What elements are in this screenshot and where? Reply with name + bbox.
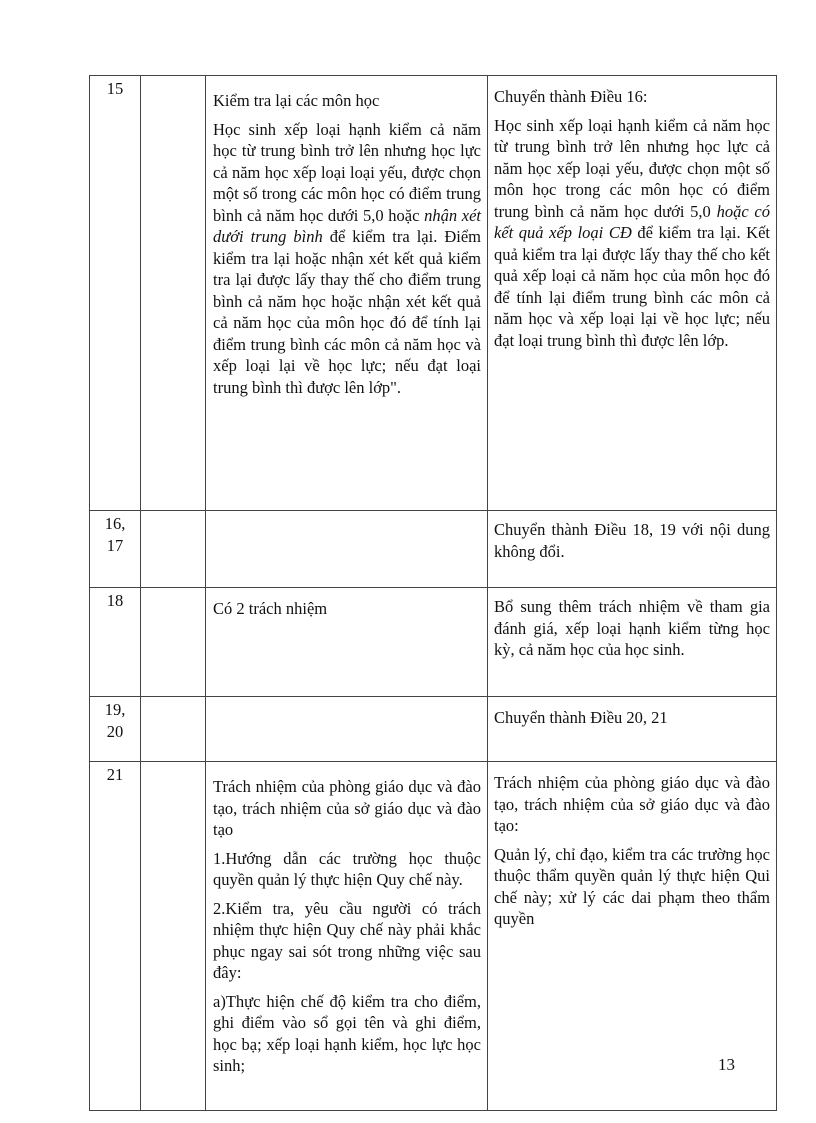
old-title: Kiểm tra lại các môn học: [213, 91, 380, 110]
empty-cell: [141, 511, 206, 588]
new-paragraph: Học sinh xếp loại hạnh kiểm cả năm học từ trung bình trở lên nhưng học lực cả năm học xếp loại yếu, được chọn một số môn học trong các môn học có điểm trung bình cả năm học dưới 5,0 hoặc có kết quả xếp loại CĐ để kiểm tra lại. Kết quả kiểm tra lại được lấy thay thế cho kết quả xếp loại cả năm học của môn học đó để tính lại điểm trung bình các môn cả năm học và xếp loại lại về học lực; nếu đạt loại trung bình thì được lên lớp.: [494, 115, 770, 350]
empty-cell: [141, 762, 206, 1111]
old-content-cell: [206, 697, 488, 762]
new-content-cell: Chuyển thành Điều 18, 19 với nội dung không đổi.: [488, 511, 777, 588]
table-row: [90, 511, 777, 588]
table-row: [90, 76, 777, 511]
row-number: 15: [90, 76, 141, 511]
table-row: [90, 588, 777, 697]
comparison-table: [89, 75, 777, 1111]
empty-cell: [141, 76, 206, 511]
old-paragraph: Học sinh xếp loại hạnh kiểm cả năm học từ trung bình trở lên nhưng học lực cả năm học xếp loại loại yếu, được chọn một số trong các môn học có điểm trung bình cả năm học dưới 5,0 hoặc nhận xét dưới trung bình để kiểm tra lại. Điểm kiểm tra lại hoặc nhận xét kết quả kiểm tra lại được lấy thay thế cho điểm trung bình cả năm học hoặc nhận xét kết quả cả năm học của môn học đó để tính lại điểm trung bình các môn cả năm học và xếp loại lại về học lực; nếu đạt loại trung bình thì được lên lớp".: [213, 119, 481, 397]
new-content-cell: Bổ sung thêm trách nhiệm về tham gia đánh giá, xếp loại hạnh kiểm từng học kỳ, cả năm học của học sinh.: [488, 588, 777, 697]
new-title: Chuyển thành Điều 16:: [494, 87, 648, 106]
old-content-cell: [206, 511, 488, 588]
row-number: 19, 20: [90, 697, 141, 762]
row-number: 18: [90, 588, 141, 697]
new-content-cell: Chuyển thành Điều 20, 21: [488, 697, 777, 762]
table-row: [90, 762, 777, 1111]
old-content-cell: Trách nhiệm của phòng giáo dục và đào tạo, trách nhiệm của sở giáo dục và đào tạo 1.Hướng dẫn các trường học thuộc quyền quản lý thực hiện Quy chế này. 2.Kiểm tra, yêu cầu người có trách nhiệm thực hiện Quy chế này phải khắc phục ngay sai sót trong những việc sau đây: a)Thực hiện chế độ kiểm tra cho điểm, ghi điểm vào sổ gọi tên và ghi điểm, học bạ; xếp loại hạnh kiểm, học lực học sinh;: [206, 762, 488, 1111]
new-content-cell: [488, 76, 777, 511]
old-content-cell: [206, 76, 488, 511]
new-content-cell: Trách nhiệm của phòng giáo dục và đào tạo, trách nhiệm của sở giáo dục và đào tạo: Quản lý, chỉ đạo, kiểm tra các trường học thuộc thẩm quyền quản lý thực hiện Qui chế này; xử lý các dai phạm theo thẩm quyền: [488, 762, 777, 1111]
row-number: 21: [90, 762, 141, 1111]
empty-cell: [141, 697, 206, 762]
empty-cell: [141, 588, 206, 697]
row-number: 16, 17: [90, 511, 141, 588]
old-content-cell: Có 2 trách nhiệm: [206, 588, 488, 697]
page-number: 13: [718, 1055, 735, 1074]
table-row: [90, 697, 777, 762]
